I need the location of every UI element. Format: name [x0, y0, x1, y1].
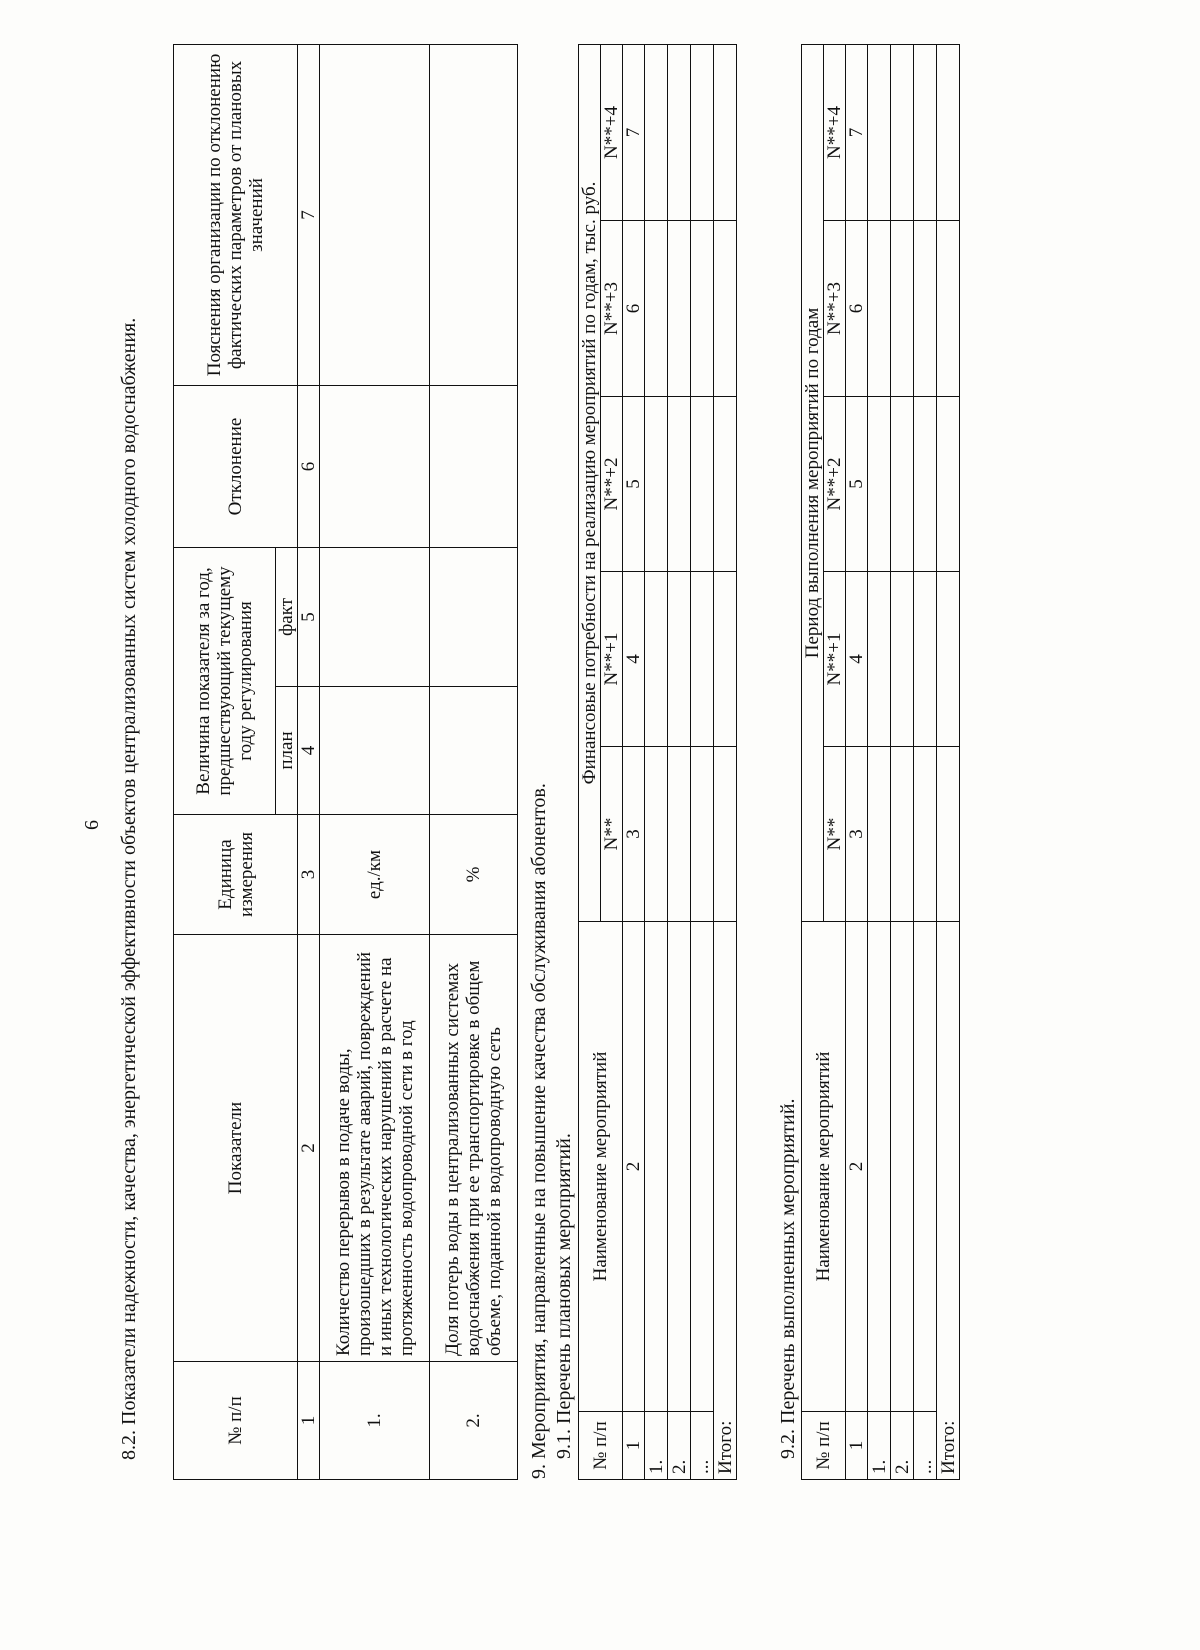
row-no: 2. [430, 1362, 518, 1480]
row-no: 2. [891, 1412, 914, 1480]
total-row [714, 44, 737, 1479]
col-header-plan: план [276, 687, 298, 815]
page-number: 6 [81, 820, 103, 830]
colnum: 7 [623, 44, 645, 220]
col-header-financial-needs: Финансовые потребности на реализацию мероприятий по годам, тыс. руб. [579, 44, 601, 921]
table-row [691, 44, 714, 1479]
table-row [891, 44, 914, 1479]
col-header-measures: Наименование мероприятий [802, 922, 846, 1412]
colnum: 6 [298, 386, 320, 548]
colnum: 6 [623, 221, 645, 397]
row-unit: % [430, 815, 518, 935]
table-row [868, 44, 891, 1479]
col-header-year: N**+4 [601, 44, 623, 220]
col-header-no: № п/п [802, 1412, 846, 1480]
col-header-value: Величина показателя за год, предшествующий текущему году регулирования [174, 548, 276, 815]
table-row [668, 44, 691, 1479]
colnum: 2 [298, 935, 320, 1362]
row-no: 2. [668, 1412, 691, 1480]
colnum: 1 [623, 1412, 645, 1480]
col-header-fact: факт [276, 548, 298, 687]
colnum: 4 [846, 572, 868, 747]
col-header-year: N**+4 [824, 44, 846, 220]
colnum: 5 [846, 397, 868, 572]
col-header-year: N**+3 [824, 221, 846, 397]
colnum: 1 [846, 1412, 868, 1480]
total-label: Итого: [714, 922, 737, 1480]
col-header-no: № п/п [174, 1362, 298, 1480]
table-row [320, 45, 430, 1480]
col-header-year: N**+1 [824, 572, 846, 747]
col-header-unit: Единица измерения [174, 815, 298, 935]
column-numbers-row [623, 44, 645, 1479]
colnum: 4 [623, 572, 645, 747]
row-no: 1. [320, 1362, 430, 1480]
section-9-title: 9. Мероприятия, направленные на повышение качества обслуживания абонентов. [528, 783, 550, 1479]
section-8-2-title: 8.2. Показатели надежности, качества, энергетической эффективности объектов централизованных систем холодного водоснабжения. [118, 317, 140, 1460]
table-row [914, 44, 937, 1479]
colnum: 5 [623, 397, 645, 572]
total-label: Итого: [937, 922, 960, 1480]
colnum: 3 [623, 747, 645, 922]
row-indicator: Количество перерывов в подаче воды, произошедших в результате аварий, повреждений и иных технологических нарушений в расчете на протяженность водопроводной сети в год [320, 935, 430, 1362]
planned-measures-table [578, 44, 737, 1480]
col-header-year: N**+3 [601, 221, 623, 397]
col-header-period: Период выполнения мероприятий по годам [802, 44, 824, 921]
row-indicator: Доля потерь воды в централизованных системах водоснабжения при ее транспортировке в общем объеме, поданной в водопроводную сеть [430, 935, 518, 1362]
col-header-indicators: Показатели [174, 935, 298, 1362]
colnum: 4 [298, 687, 320, 815]
colnum: 3 [846, 747, 868, 922]
col-header-measures: Наименование мероприятий [579, 922, 623, 1412]
colnum: 5 [298, 548, 320, 687]
indicators-table [173, 44, 518, 1480]
col-header-no: № п/п [579, 1412, 623, 1480]
row-no: ... [691, 1412, 714, 1480]
col-header-year: N** [824, 747, 846, 922]
col-header-year: N**+2 [824, 397, 846, 572]
row-unit: ед./км [320, 815, 430, 935]
col-header-deviation: Отклонение [174, 386, 298, 548]
col-header-year: N** [601, 747, 623, 922]
section-9-2-title: 9.2. Перечень выполненных мероприятий. [777, 1098, 799, 1459]
colnum: 2 [846, 922, 868, 1412]
row-no: 1. [868, 1412, 891, 1480]
col-header-year: N**+2 [601, 397, 623, 572]
row-no: 1. [645, 1412, 668, 1480]
colnum: 1 [298, 1362, 320, 1480]
table-row [430, 45, 518, 1480]
colnum: 3 [298, 815, 320, 935]
column-numbers-row [298, 45, 320, 1480]
colnum: 2 [623, 922, 645, 1412]
total-row [937, 44, 960, 1479]
row-no: ... [914, 1412, 937, 1480]
col-header-year: N**+1 [601, 572, 623, 747]
column-numbers-row [846, 44, 868, 1479]
colnum: 7 [846, 44, 868, 220]
table-row [645, 44, 668, 1479]
section-9-1-title: 9.1. Перечень плановых мероприятий. [553, 1133, 575, 1459]
col-header-explanation: Пояснения организации по отклонению фактических параметров от плановых значений [174, 45, 298, 386]
completed-measures-table [801, 44, 960, 1480]
colnum: 6 [846, 221, 868, 397]
colnum: 7 [298, 45, 320, 386]
